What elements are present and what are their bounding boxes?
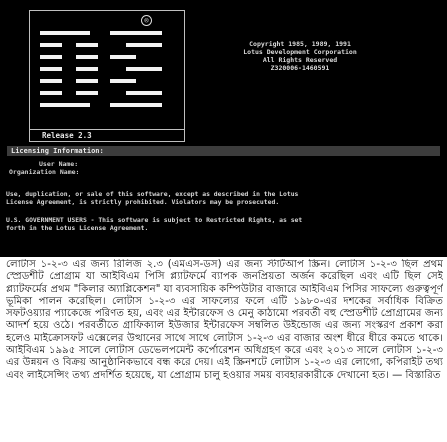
- copyright-company: Lotus Development Corporation: [243, 48, 357, 56]
- logo-bar: [40, 55, 62, 59]
- lotus-logo: [29, 10, 185, 130]
- logo-bar: [40, 67, 62, 71]
- logo-bar: [40, 43, 62, 47]
- licensing-title: Licensing Information:: [7, 146, 440, 156]
- copyright-rights: All Rights Reserved: [262, 56, 338, 64]
- logo-bar: [40, 91, 62, 95]
- logo-bar: [126, 67, 162, 71]
- copyright-block: [210, 40, 390, 72]
- logo-bar: [76, 91, 98, 95]
- registered-mark: ®: [141, 15, 152, 26]
- government-notice-line: forth in the Lotus License Agreement.: [6, 224, 149, 232]
- logo-bar: [110, 55, 136, 59]
- license-notice-line: License Agreement, is strictly prohibited. Violators may be prosecuted.: [6, 198, 280, 206]
- logo-bar: [76, 79, 98, 83]
- logo-bar: [126, 91, 162, 95]
- license-notice-line: Use, duplication, or sale of this software, except as described in the Lotus: [6, 190, 299, 198]
- logo-bar: [76, 67, 98, 71]
- logo-bar: [40, 79, 62, 83]
- organization-name-label: Organization Name:: [9, 168, 80, 176]
- logo-bar: [76, 55, 98, 59]
- logo-bar: [110, 31, 162, 35]
- release-label: Release 2.3: [29, 130, 185, 142]
- logo-bar: [110, 79, 136, 83]
- logo-bar: [76, 43, 98, 47]
- logo-bar: [110, 103, 162, 107]
- user-name-label: User Name:: [39, 160, 79, 168]
- logo-bar: [40, 103, 90, 107]
- article-text: লোটাস ১-২-৩ এর জন্য রিলিজ ২.৩ (এমএস-ডস) এর জন্য স্টার্টআপ স্ক্রিন। লোটাস ১-২-৩ ছিল প্রথম স্প্রেডশীট প্রোগ্রাম যা আইবিএম পিসি প্ল্যাটফর্মে ব্যাপক জনপ্রিয়তা অর্জন করেছিল এবং এটি ছিল সেই প্ল্যাটফর্মের প্রথম "কিলার অ্যাপ্লিকেশন" যা ব্যবসায়িক কম্পিউটার বাজারে আইবিএম পিসির সাফল্যে গুরুত্বপূর্ণ ভূমিকা পালন করেছিল। লোটাস ১-২-৩ এর সাফল্যের ফলে এটি ১৯৮০-এর দশকের সর্বাধিক বিক্রিত সফটওয়্যার প্যাকেজে পরিণত হয়, এবং এর ইন্টারফেস ও মেনু কাঠামো পরবর্তী বহু স্প্রেডশীট প্রোগ্রামের জন্য আদর্শ হয়ে ওঠে। পরবর্তীতে গ্রাফিক্যাল ইউজার ইন্টারফেস সম্বলিত উইন্ডোজ এর জন্য সংস্করণ প্রকাশ করা হলেও মাইক্রোসফট এক্সেলের উত্থানের সাথে সাথে লোটাস ১-২-৩ এর বাজার অংশ ধীরে ধীরে কমতে থাকে। আইবিএম ১৯৯৫ সালে লোটাস ডেভেলপমেন্ট কর্পোরেশন অধিগ্রহণ করে এবং ২০১৩ সালে লোটাস ১-২-৩ এর উন্নয়ন ও বিক্রয় আনুষ্ঠানিকভাবে বন্ধ করে দেয়। এই স্ক্রিনশটে লোটাস ১-২-৩ এর লোগো, কপিরাইট তথ্য এবং লাইসেন্সিং তথ্য প্রদর্শিত হয়েছে, যা প্রোগ্রাম চালু হওয়ার সময় ব্যবহারকারীকে দেখানো হত। — বিস্তারিত: [6, 259, 443, 381]
- serial-number: Z320006-1460591: [270, 64, 330, 72]
- logo-bar: [40, 31, 90, 35]
- government-notice-line: U.S. GOVERNMENT USERS - This software is subject to Restricted Rights, as set: [6, 216, 303, 224]
- copyright-years: Copyright 1985, 1989, 1991: [249, 40, 351, 48]
- logo-bar: [126, 43, 162, 47]
